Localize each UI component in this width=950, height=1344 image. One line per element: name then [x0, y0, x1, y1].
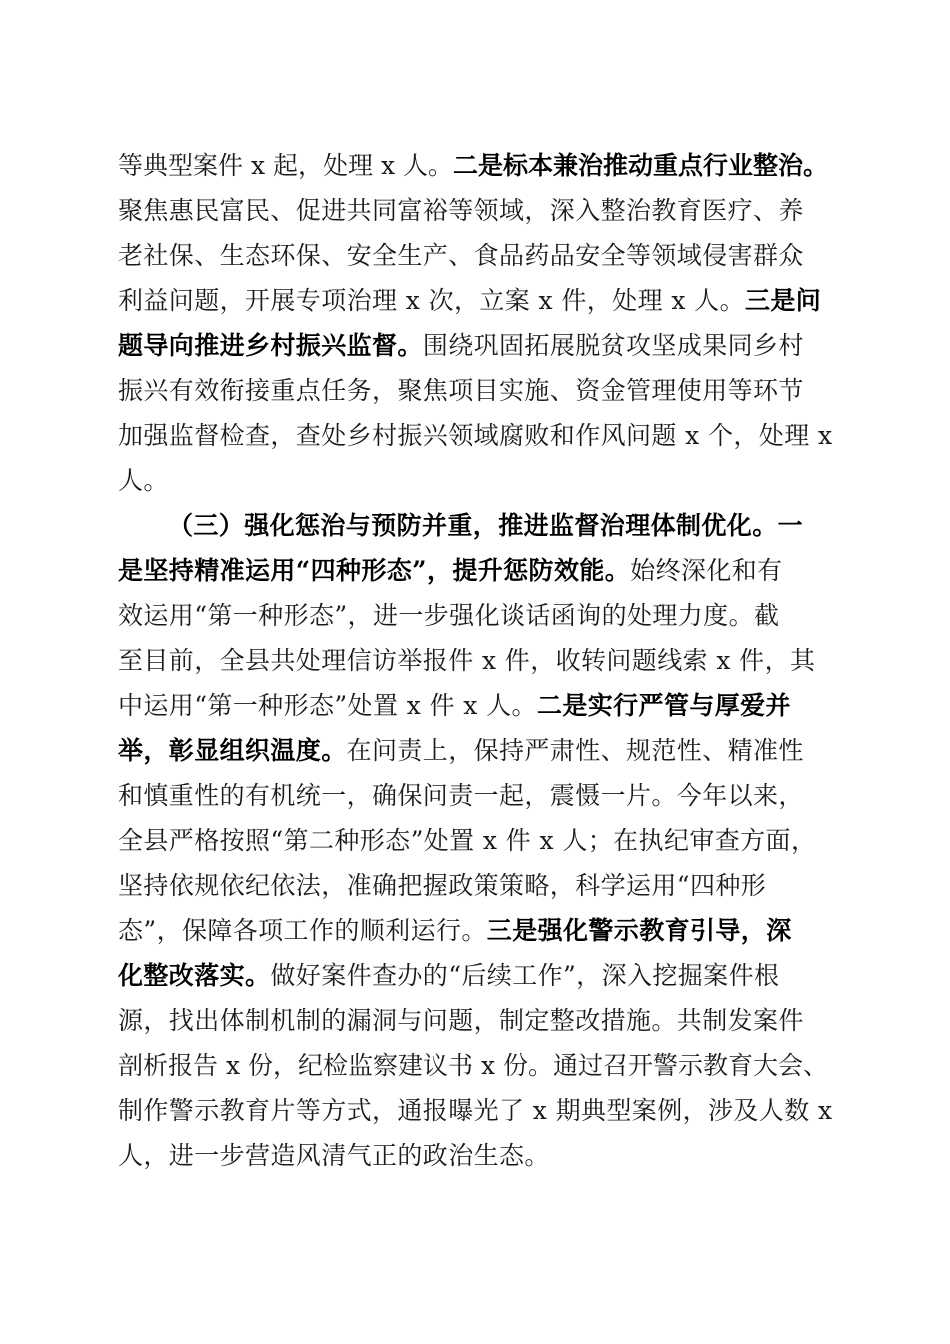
text-line — [118, 691, 791, 721]
text-run: 利益问题，开展专项治理 x 次，立案 x 件，处理 x 人。 — [118, 286, 745, 315]
text-run-bold: 化整改落实。 — [118, 961, 271, 990]
text-run: 中运用“第一种形态”处置 x 件 x 人。 — [118, 691, 537, 720]
text-line — [118, 196, 804, 226]
text-line — [118, 241, 804, 271]
text-run: 振兴有效衔接重点任务，聚焦项目实施、资金管理使用等环节 — [118, 376, 804, 405]
section-heading: （三）强化惩治与预防并重，推进监督治理体制优化。一 — [168, 511, 804, 540]
text-line — [118, 151, 828, 181]
text-line — [118, 286, 821, 316]
text-line — [118, 556, 783, 586]
text-run: 剖析报告 x 份，纪检监察建议书 x 份。通过召开警示教育大会、 — [118, 1051, 828, 1080]
text-run: 源，找出体制机制的漏洞与问题，制定整改措施。共制发案件 — [118, 1006, 804, 1035]
text-line — [118, 916, 792, 946]
section-heading-line — [168, 511, 803, 541]
text-line — [118, 1141, 550, 1171]
text-run: 老社保、生态环保、安全生产、食品药品安全等领域侵害群众 — [118, 241, 804, 270]
text-line — [118, 1096, 832, 1126]
text-run-bold: 是坚持精准运用“四种形态”，提升惩防效能。 — [118, 556, 631, 585]
text-run: 围绕巩固拓展脱贫攻坚成果同乡村 — [422, 331, 804, 360]
text-run: 等典型案件 x 起，处理 x 人。 — [118, 151, 453, 180]
text-line — [118, 1006, 804, 1036]
text-run: 在问责上，保持严肃性、规范性、精准性 — [346, 736, 804, 765]
text-line — [118, 601, 779, 631]
text-run-bold: 三是强化警示教育引导，深 — [486, 916, 792, 945]
text-line — [118, 871, 766, 901]
text-run: 和慎重性的有机统一，确保问责一起，震慑一片。今年以来， — [118, 781, 804, 810]
text-line — [118, 781, 804, 811]
text-run: 效运用“第一种形态”，进一步强化谈话函询的处理力度。截 — [118, 601, 780, 630]
text-line — [118, 376, 804, 406]
text-line — [118, 736, 804, 766]
text-run-bold: 举，彰显组织温度。 — [118, 736, 347, 765]
text-line — [118, 961, 779, 991]
text-line — [118, 421, 832, 451]
text-run: 人。 — [118, 466, 169, 495]
text-line — [118, 646, 815, 676]
text-run: 聚焦惠民富民、促进共同富裕等领域，深入整治教育医疗、养 — [118, 196, 804, 225]
text-run-bold: 题导向推进乡村振兴监督。 — [118, 331, 423, 360]
text-run: 做好案件查办的“后续工作”，深入挖掘案件根 — [270, 961, 780, 990]
text-run: 全县严格按照“第二种形态”处置 x 件 x 人；在执纪审查方面， — [118, 826, 817, 855]
text-line — [118, 331, 804, 361]
text-run-bold: 三是问 — [744, 286, 822, 315]
text-run: 坚持依规依纪依法，准确把握政策策略，科学运用“四种形 — [118, 871, 767, 900]
text-line — [118, 1051, 828, 1081]
text-run: 人，进一步营造风清气正的政治生态。 — [118, 1141, 550, 1170]
text-run: 态”，保障各项工作的顺利运行。 — [118, 916, 487, 945]
text-run: 制作警示教育片等方式，通报曝光了 x 期典型案例，涉及人数 x — [118, 1096, 833, 1125]
text-run-bold: 二是标本兼治推动重点行业整治。 — [453, 151, 829, 180]
text-run: 加强监督检查，查处乡村振兴领域腐败和作风问题 x 个，处理 x — [118, 421, 833, 450]
text-line — [118, 466, 169, 496]
text-line — [118, 826, 816, 856]
text-run: 至目前，全县共处理信访举报件 x 件，收转问题线索 x 件，其 — [118, 646, 816, 675]
text-run: 始终深化和有 — [630, 556, 783, 585]
text-run-bold: 二是实行严管与厚爱并 — [536, 691, 791, 720]
